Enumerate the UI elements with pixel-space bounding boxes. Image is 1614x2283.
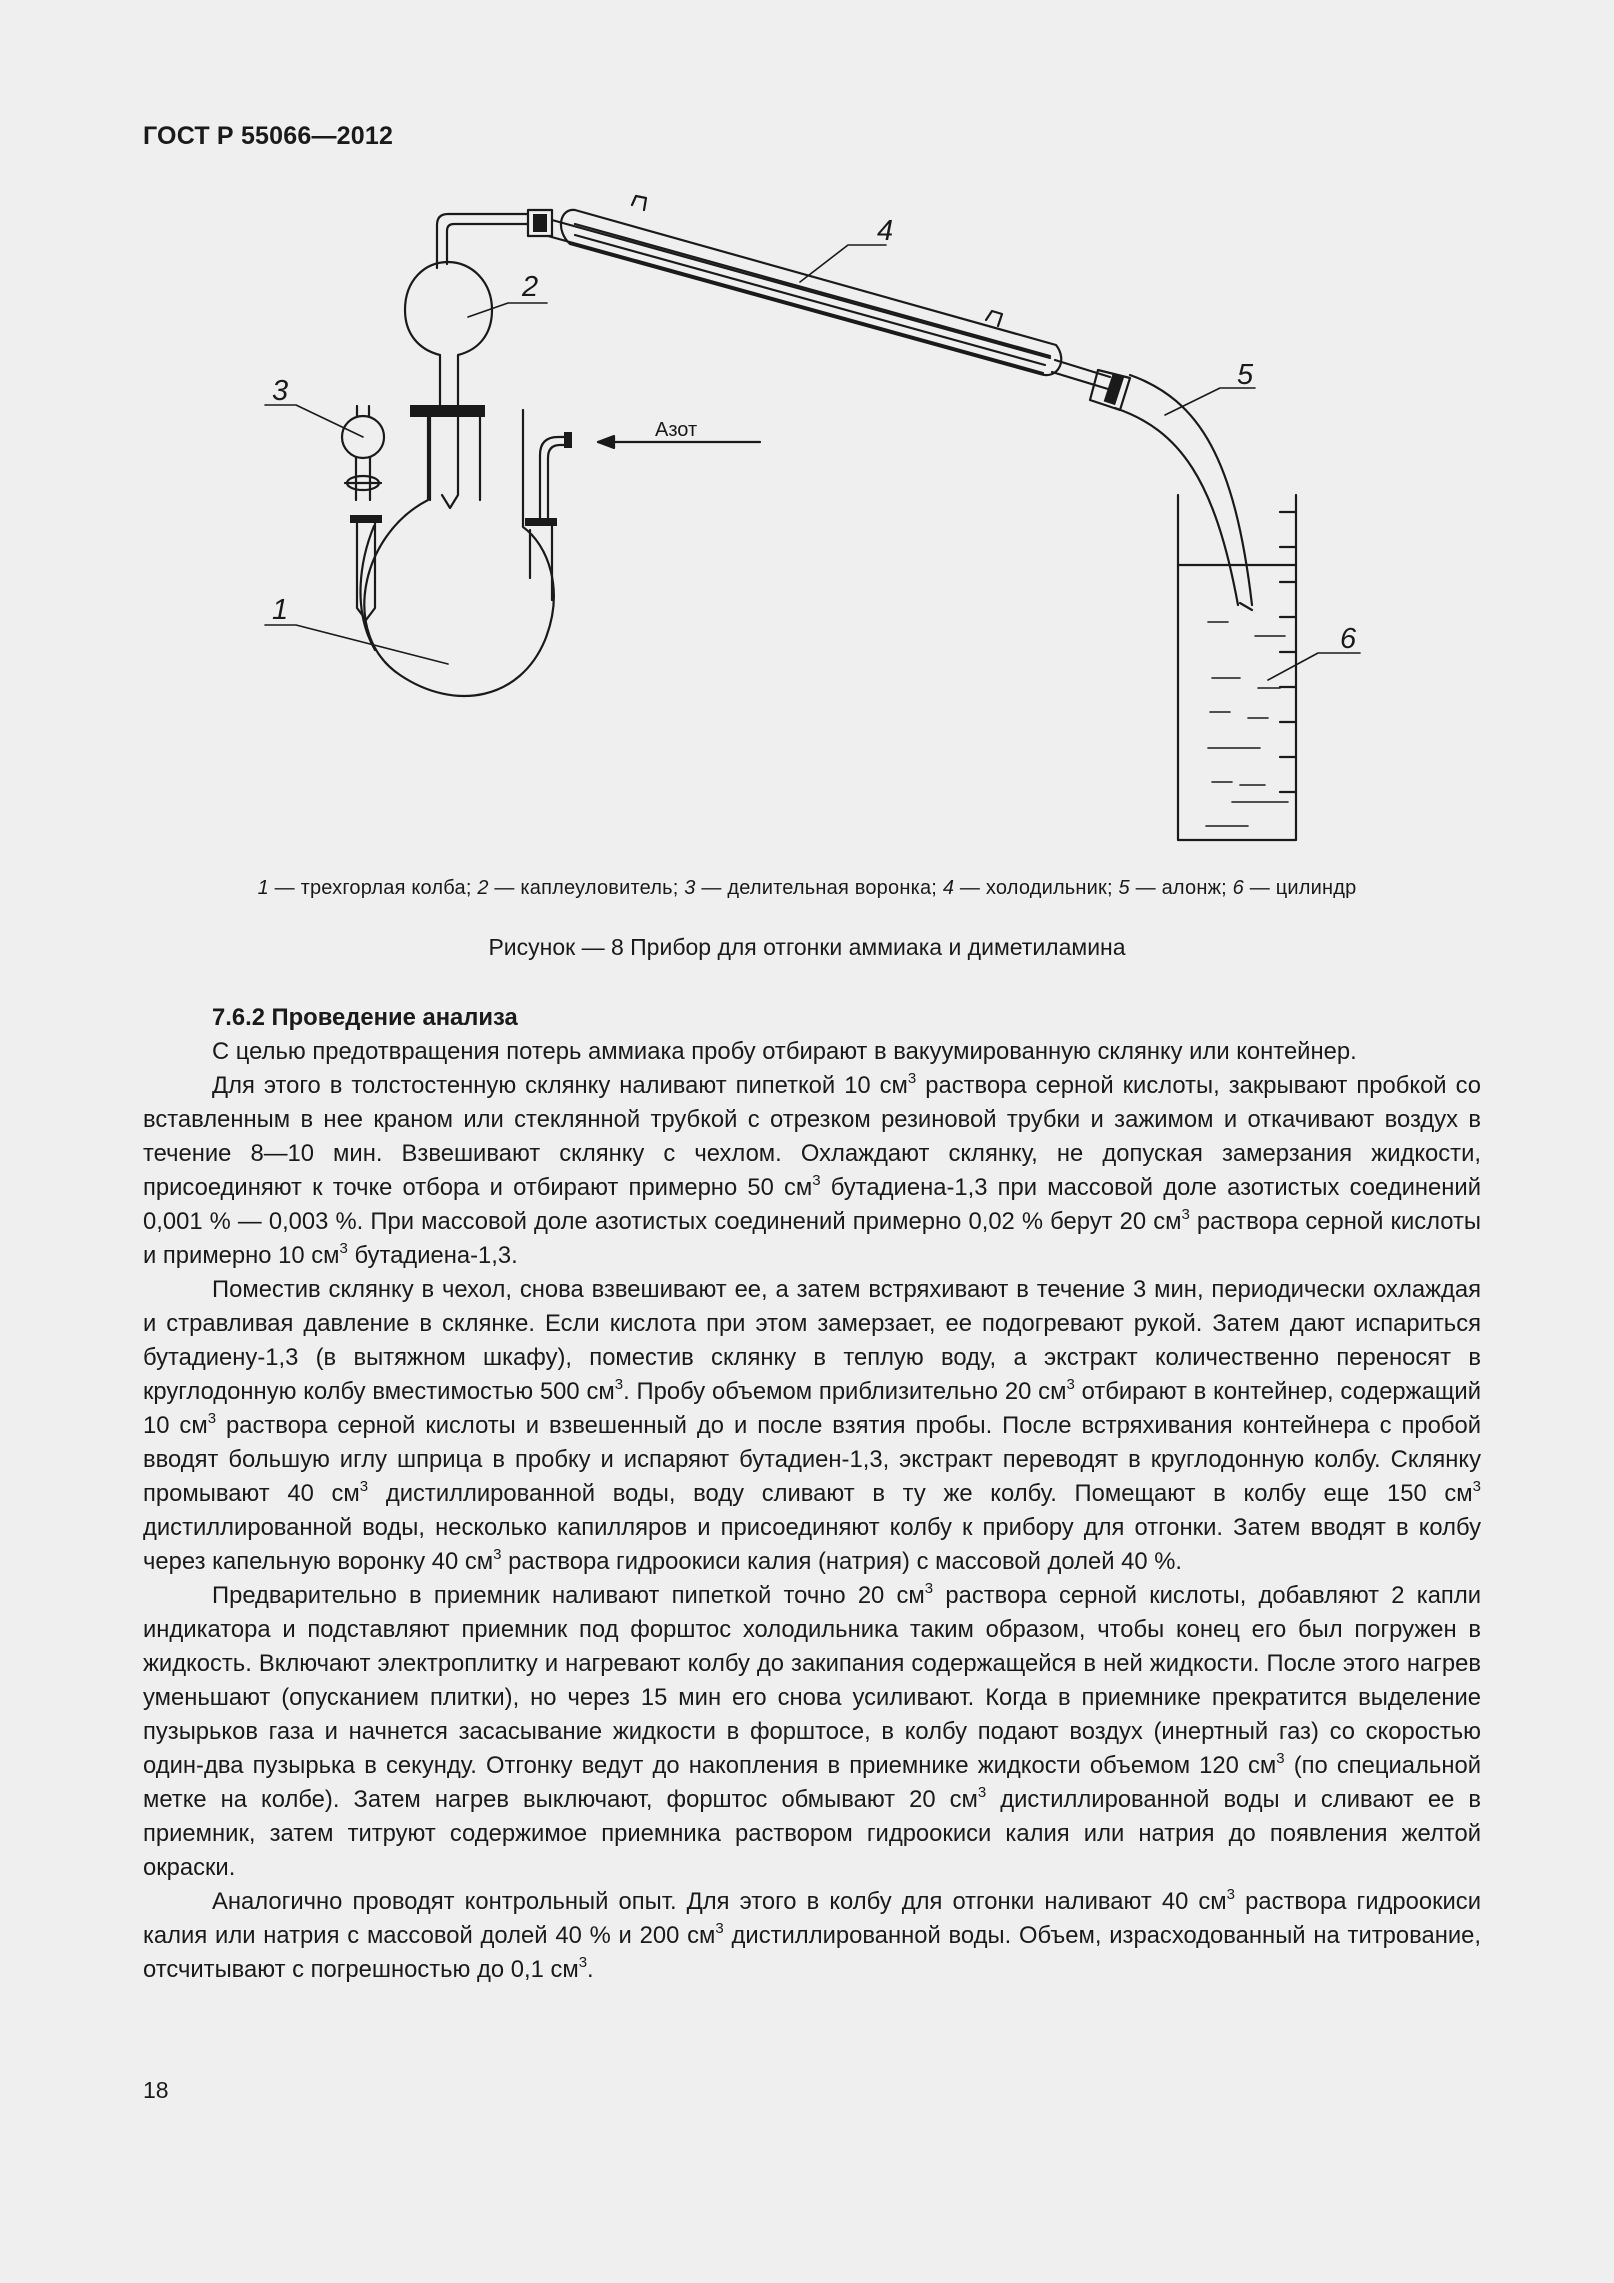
- section-heading: 7.6.2 Проведение анализа: [212, 1004, 518, 1031]
- legend-item: 1 — трехгорлая колба;: [257, 877, 472, 899]
- figure-caption: Рисунок — 8 Прибор для отгонки аммиака и диметиламина: [488, 934, 1126, 960]
- label-cylinder: 6: [1340, 623, 1357, 655]
- legend-item: 4 — холодильник;: [942, 877, 1113, 899]
- paragraph: Для этого в толстостенную склянку наливают пипеткой 10 $см^3$ раствора серной кислоты, закрывают пробкой со вставленным в нее краном или стеклянной трубкой с отрезком резиновой трубки и зажимом и откачивают воздух в течение 8—10 мин. Взвешивают склянку с чехлом. Охлаждают склянку, не допуская замерзания жидкости, присоединяют к точке отбора и отбирают примерно 50 $см^3$ бутадиена-1,3 при массовой доле азотистых соединений 0,001 % — 0,003 %. При массовой доле азотистых соединений примерно 0,02 % берут 20 $см^3$ раствора серной кислоты и примерно 10 $см^3$ бутадиена-1,3.: [143, 1070, 1482, 1269]
- label-flask: 1: [272, 594, 289, 626]
- flask-center-stopper: [410, 405, 485, 417]
- label-nitrogen: Азот: [655, 419, 698, 441]
- apparatus-diagram: [0, 190, 1614, 870]
- section-body: [143, 1001, 1481, 1987]
- paragraph: Аналогично проводят контрольный опыт. Для этого в колбу для отгонки наливают 40 $см^3$ раствора гидроокиси калия или натрия с массовой долей 40 % и 200 $см^3$ дистиллированной воды. Объем, израсходованный на титрование, отсчитывают с погрешностью до 0,1 $см^3$.: [143, 1886, 1481, 1983]
- page-number: 18: [143, 2077, 169, 2103]
- paragraph: Поместив склянку в чехол, снова взвешивают ее, а затем встряхивают в течение 3 мин, периодически охлаждая и стравливая давление в склянке. Если кислота при этом замерзает, ее подогревают рукой. Затем дают испариться бутадиену-1,3 (в вытяжном шкафу), поместив склянку в теплую воду, а экстракт количественно переносят в круглодонную колбу вместимостью 500 $см^3$. Пробу объемом приблизительно 20 $см^3$ отбирают в контейнер, содержащий 10 $см^3$ раствора серной кислоты и взвешенный до и после взятия пробы. После встряхивания контейнера с пробой вводят большую иглу шприца в пробку и испаряют бутадиен-1,3, экстракт переводят в круглодонную колбу. Склянку промывают 40 $см^3$ дистиллированной воды, воду сливают в ту же колбу. Помещают в колбу еще 150 $см^3$ дистиллированной воды, несколько капилляров и присоединяют колбу к прибору для отгонки. Затем вводят в колбу через капельную воронку 40 $см^3$ раствора гидроокиси калия (натрия) с массовой долей 40 %.: [143, 1276, 1482, 1575]
- label-condenser: 4: [877, 215, 894, 247]
- figure-legend: [0, 877, 1614, 900]
- paragraph: С целью предотвращения потерь аммиака пробу отбирают в вакуумированную склянку или контейнер.: [212, 1038, 1357, 1065]
- legend-item: 6 — цилиндр: [1232, 877, 1357, 899]
- graduated-cylinder: [1178, 495, 1296, 840]
- apparatus-figure: [0, 190, 1614, 870]
- paragraph: Предварительно в приемник наливают пипеткой точно 20 $см^3$ раствора серной кислоты, добавляют 2 капли индикатора и подставляют приемник под форштос холодильника таким образом, чтобы конец его был погружен в жидкость. Включают электроплитку и нагревают колбу до закипания содержащейся в ней жидкости. После этого нагрев уменьшают (опусканием плитки), но через 15 мин его снова усиливают. Когда в приемнике прекратится выделение пузырьков газа и начнется засасывание жидкости в форштосе, в колбу подают воздух (инертный газ) со скоростью один-два пузырька в секунду. Отгонку ведут до накопления в приемнике жидкости объемом 120 $см^3$ (по специальной метке на колбе). Затем нагрев выключают, форштос обмывают 20 $см^3$ дистиллированной воды и сливают ее в приемник, затем титруют содержимое приемника раствором гидроокиси калия или натрия до появления желтой окраски.: [143, 1580, 1482, 1881]
- nitrogen-inlet-tube: [540, 437, 568, 520]
- label-adapter: 5: [1237, 359, 1254, 391]
- condenser: [548, 196, 1110, 389]
- label-funnel: 3: [272, 375, 289, 407]
- label-trap: 2: [522, 271, 539, 303]
- document-header: ГОСТ Р 55066—2012: [143, 122, 394, 150]
- legend-item: 3 — делительная воронка;: [684, 877, 938, 899]
- legend-item: 5 — алонж;: [1118, 877, 1227, 899]
- legend-item: 2 — каплеуловитель;: [477, 877, 679, 899]
- adapter: [1090, 370, 1252, 610]
